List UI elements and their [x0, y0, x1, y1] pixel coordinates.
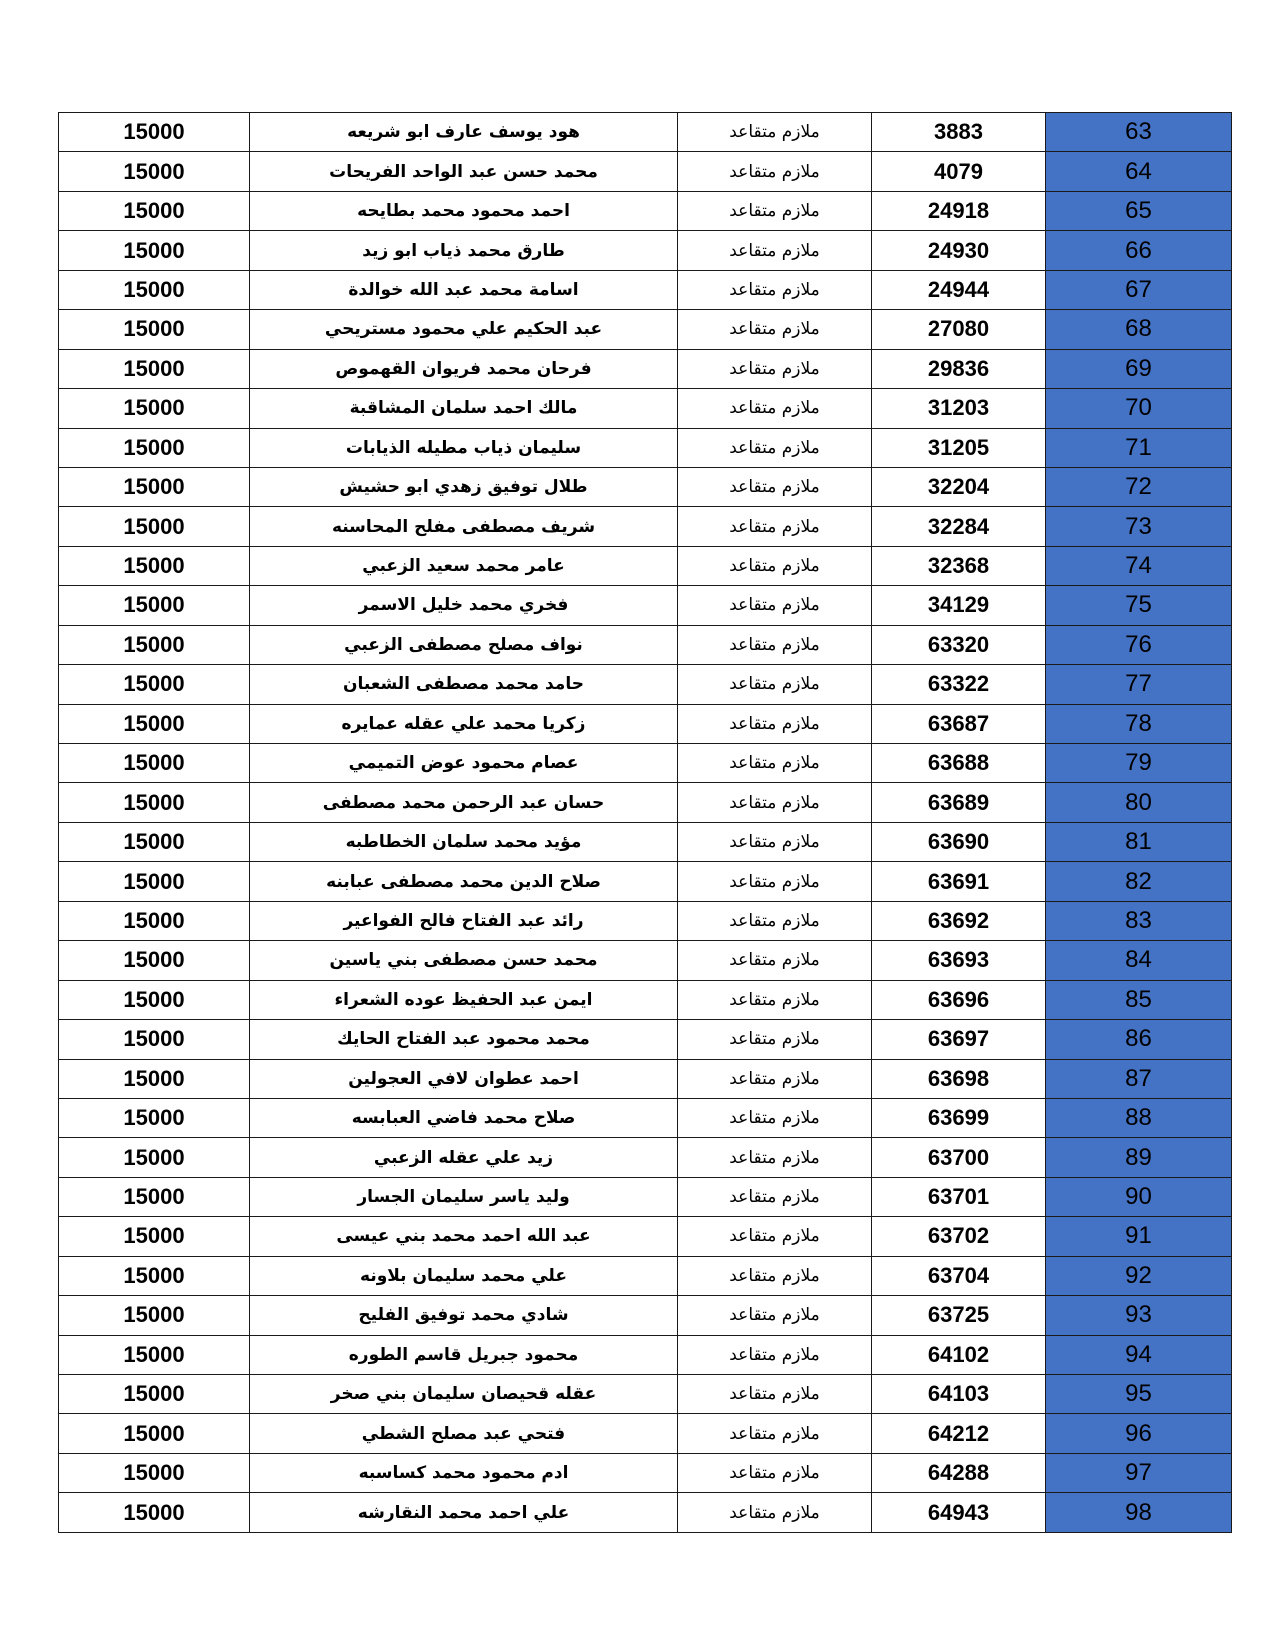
- name-cell: صلاح الدين محمد مصطفى عبابنه: [250, 862, 678, 901]
- id-number-cell: 63704: [872, 1256, 1046, 1295]
- id-number-cell: 63687: [872, 704, 1046, 743]
- name-cell: فرحان محمد فريوان القهموص: [250, 349, 678, 388]
- row-number-cell: 95: [1046, 1375, 1232, 1414]
- row-number-cell: 79: [1046, 744, 1232, 783]
- name-cell: نواف مصلح مصطفى الزعبي: [250, 625, 678, 664]
- rank-cell: ملازم متقاعد: [678, 1375, 872, 1414]
- rank-cell: ملازم متقاعد: [678, 546, 872, 585]
- rank-cell: ملازم متقاعد: [678, 1217, 872, 1256]
- amount-cell: 15000: [59, 744, 250, 783]
- name-cell: فخري محمد خليل الاسمر: [250, 586, 678, 625]
- id-number-cell: 63725: [872, 1296, 1046, 1335]
- row-number-cell: 78: [1046, 704, 1232, 743]
- id-number-cell: 63690: [872, 822, 1046, 861]
- row-number-cell: 84: [1046, 941, 1232, 980]
- rank-cell: ملازم متقاعد: [678, 1177, 872, 1216]
- name-cell: محمد محمود عبد الفتاح الحايك: [250, 1020, 678, 1059]
- row-number-cell: 92: [1046, 1256, 1232, 1295]
- rank-cell: ملازم متقاعد: [678, 1453, 872, 1492]
- amount-cell: 15000: [59, 1493, 250, 1532]
- id-number-cell: 34129: [872, 586, 1046, 625]
- table-row: [59, 310, 1232, 349]
- rank-cell: ملازم متقاعد: [678, 113, 872, 152]
- rank-cell: ملازم متقاعد: [678, 1256, 872, 1295]
- row-number-cell: 71: [1046, 428, 1232, 467]
- amount-cell: 15000: [59, 152, 250, 191]
- row-number-cell: 69: [1046, 349, 1232, 388]
- amount-cell: 15000: [59, 1414, 250, 1453]
- table-row: [59, 586, 1232, 625]
- id-number-cell: 24944: [872, 270, 1046, 309]
- table-row: [59, 1493, 1232, 1532]
- rank-cell: ملازم متقاعد: [678, 822, 872, 861]
- table-row: [59, 1256, 1232, 1295]
- name-cell: احمد محمود محمد بطايحه: [250, 191, 678, 230]
- row-number-cell: 66: [1046, 231, 1232, 270]
- id-number-cell: 64288: [872, 1453, 1046, 1492]
- table-body: [59, 113, 1232, 1533]
- table-row: [59, 783, 1232, 822]
- rank-cell: ملازم متقاعد: [678, 1335, 872, 1374]
- rank-cell: ملازم متقاعد: [678, 467, 872, 506]
- id-number-cell: 64943: [872, 1493, 1046, 1532]
- amount-cell: 15000: [59, 1375, 250, 1414]
- id-number-cell: 63692: [872, 901, 1046, 940]
- name-cell: مؤيد محمد سلمان الخطاطبه: [250, 822, 678, 861]
- id-number-cell: 32368: [872, 546, 1046, 585]
- amount-cell: 15000: [59, 941, 250, 980]
- name-cell: اسامة محمد عبد الله خوالدة: [250, 270, 678, 309]
- row-number-cell: 64: [1046, 152, 1232, 191]
- row-number-cell: 98: [1046, 1493, 1232, 1532]
- rank-cell: ملازم متقاعد: [678, 862, 872, 901]
- id-number-cell: 63691: [872, 862, 1046, 901]
- row-number-cell: 70: [1046, 389, 1232, 428]
- row-number-cell: 96: [1046, 1414, 1232, 1453]
- amount-cell: 15000: [59, 191, 250, 230]
- amount-cell: 15000: [59, 349, 250, 388]
- amount-cell: 15000: [59, 1020, 250, 1059]
- id-number-cell: 63698: [872, 1059, 1046, 1098]
- rank-cell: ملازم متقاعد: [678, 270, 872, 309]
- rank-cell: ملازم متقاعد: [678, 349, 872, 388]
- amount-cell: 15000: [59, 467, 250, 506]
- id-number-cell: 63701: [872, 1177, 1046, 1216]
- row-number-cell: 93: [1046, 1296, 1232, 1335]
- rank-cell: ملازم متقاعد: [678, 1493, 872, 1532]
- table-row: [59, 665, 1232, 704]
- row-number-cell: 87: [1046, 1059, 1232, 1098]
- name-cell: زيد علي عقله الزعبي: [250, 1138, 678, 1177]
- id-number-cell: 63320: [872, 625, 1046, 664]
- table-row: [59, 1059, 1232, 1098]
- name-cell: عقله قحيصان سليمان بني صخر: [250, 1375, 678, 1414]
- name-cell: ادم محمود محمد كساسبه: [250, 1453, 678, 1492]
- rank-cell: ملازم متقاعد: [678, 901, 872, 940]
- name-cell: وليد ياسر سليمان الجسار: [250, 1177, 678, 1216]
- rank-cell: ملازم متقاعد: [678, 389, 872, 428]
- table-row: [59, 901, 1232, 940]
- row-number-cell: 63: [1046, 113, 1232, 152]
- rank-cell: ملازم متقاعد: [678, 191, 872, 230]
- row-number-cell: 81: [1046, 822, 1232, 861]
- id-number-cell: 63702: [872, 1217, 1046, 1256]
- table-row: [59, 1098, 1232, 1137]
- table-row: [59, 389, 1232, 428]
- row-number-cell: 82: [1046, 862, 1232, 901]
- row-number-cell: 86: [1046, 1020, 1232, 1059]
- amount-cell: 15000: [59, 428, 250, 467]
- name-cell: زكريا محمد علي عقله عمايره: [250, 704, 678, 743]
- id-number-cell: 63688: [872, 744, 1046, 783]
- row-number-cell: 74: [1046, 546, 1232, 585]
- name-cell: عبد الحكيم علي محمود مستريحي: [250, 310, 678, 349]
- name-cell: طارق محمد ذياب ابو زيد: [250, 231, 678, 270]
- name-cell: محمود جبريل قاسم الطوره: [250, 1335, 678, 1374]
- table-row: [59, 941, 1232, 980]
- row-number-cell: 83: [1046, 901, 1232, 940]
- row-number-cell: 73: [1046, 507, 1232, 546]
- table-row: [59, 428, 1232, 467]
- rank-cell: ملازم متقاعد: [678, 1059, 872, 1098]
- name-cell: رائد عبد الفتاح فالح الفواعير: [250, 901, 678, 940]
- amount-cell: 15000: [59, 586, 250, 625]
- id-number-cell: 63696: [872, 980, 1046, 1019]
- table-row: [59, 270, 1232, 309]
- name-cell: عصام محمود عوض التميمي: [250, 744, 678, 783]
- table-row: [59, 1020, 1232, 1059]
- rank-cell: ملازم متقاعد: [678, 665, 872, 704]
- amount-cell: 15000: [59, 310, 250, 349]
- table-row: [59, 546, 1232, 585]
- rank-cell: ملازم متقاعد: [678, 744, 872, 783]
- name-cell: علي محمد سليمان بلاونه: [250, 1256, 678, 1295]
- id-number-cell: 31203: [872, 389, 1046, 428]
- row-number-cell: 76: [1046, 625, 1232, 664]
- amount-cell: 15000: [59, 546, 250, 585]
- name-cell: محمد حسن مصطفى بني ياسين: [250, 941, 678, 980]
- rank-cell: ملازم متقاعد: [678, 783, 872, 822]
- amount-cell: 15000: [59, 1453, 250, 1492]
- name-cell: عبد الله احمد محمد بني عيسى: [250, 1217, 678, 1256]
- name-cell: طلال توفيق زهدي ابو حشيش: [250, 467, 678, 506]
- name-cell: حامد محمد مصطفى الشعبان: [250, 665, 678, 704]
- rank-cell: ملازم متقاعد: [678, 1414, 872, 1453]
- table-row: [59, 1335, 1232, 1374]
- table-row: [59, 704, 1232, 743]
- name-cell: شريف مصطفى مفلح المحاسنه: [250, 507, 678, 546]
- table-row: [59, 113, 1232, 152]
- amount-cell: 15000: [59, 1138, 250, 1177]
- id-number-cell: 63699: [872, 1098, 1046, 1137]
- name-cell: عامر محمد سعيد الزعبي: [250, 546, 678, 585]
- row-number-cell: 72: [1046, 467, 1232, 506]
- row-number-cell: 80: [1046, 783, 1232, 822]
- row-number-cell: 67: [1046, 270, 1232, 309]
- row-number-cell: 90: [1046, 1177, 1232, 1216]
- rank-cell: ملازم متقاعد: [678, 941, 872, 980]
- amount-cell: 15000: [59, 1296, 250, 1335]
- id-number-cell: 32204: [872, 467, 1046, 506]
- table-row: [59, 507, 1232, 546]
- amount-cell: 15000: [59, 1098, 250, 1137]
- rank-cell: ملازم متقاعد: [678, 1296, 872, 1335]
- rank-cell: ملازم متقاعد: [678, 704, 872, 743]
- amount-cell: 15000: [59, 507, 250, 546]
- name-cell: فتحي عبد مصلح الشطي: [250, 1414, 678, 1453]
- id-number-cell: 63693: [872, 941, 1046, 980]
- row-number-cell: 65: [1046, 191, 1232, 230]
- rank-cell: ملازم متقاعد: [678, 310, 872, 349]
- name-cell: ايمن عبد الحفيظ عوده الشعراء: [250, 980, 678, 1019]
- row-number-cell: 89: [1046, 1138, 1232, 1177]
- table-row: [59, 862, 1232, 901]
- table-row: [59, 1296, 1232, 1335]
- table-row: [59, 1414, 1232, 1453]
- amount-cell: 15000: [59, 231, 250, 270]
- table-row: [59, 1217, 1232, 1256]
- row-number-cell: 68: [1046, 310, 1232, 349]
- rank-cell: ملازم متقاعد: [678, 231, 872, 270]
- amount-cell: 15000: [59, 901, 250, 940]
- table-row: [59, 467, 1232, 506]
- rank-cell: ملازم متقاعد: [678, 1020, 872, 1059]
- table-row: [59, 822, 1232, 861]
- retirees-table: [58, 112, 1232, 1533]
- amount-cell: 15000: [59, 665, 250, 704]
- rank-cell: ملازم متقاعد: [678, 1098, 872, 1137]
- id-number-cell: 27080: [872, 310, 1046, 349]
- amount-cell: 15000: [59, 113, 250, 152]
- id-number-cell: 4079: [872, 152, 1046, 191]
- amount-cell: 15000: [59, 270, 250, 309]
- row-number-cell: 94: [1046, 1335, 1232, 1374]
- amount-cell: 15000: [59, 704, 250, 743]
- id-number-cell: 29836: [872, 349, 1046, 388]
- amount-cell: 15000: [59, 1059, 250, 1098]
- row-number-cell: 77: [1046, 665, 1232, 704]
- rank-cell: ملازم متقاعد: [678, 1138, 872, 1177]
- id-number-cell: 32284: [872, 507, 1046, 546]
- name-cell: شادي محمد توفيق الفليح: [250, 1296, 678, 1335]
- rank-cell: ملازم متقاعد: [678, 428, 872, 467]
- id-number-cell: 24918: [872, 191, 1046, 230]
- id-number-cell: 64103: [872, 1375, 1046, 1414]
- id-number-cell: 63700: [872, 1138, 1046, 1177]
- rank-cell: ملازم متقاعد: [678, 586, 872, 625]
- table-row: [59, 1138, 1232, 1177]
- id-number-cell: 24930: [872, 231, 1046, 270]
- amount-cell: 15000: [59, 625, 250, 664]
- table-row: [59, 744, 1232, 783]
- amount-cell: 15000: [59, 783, 250, 822]
- id-number-cell: 3883: [872, 113, 1046, 152]
- name-cell: هود يوسف عارف ابو شريعه: [250, 113, 678, 152]
- id-number-cell: 63697: [872, 1020, 1046, 1059]
- row-number-cell: 75: [1046, 586, 1232, 625]
- name-cell: محمد حسن عبد الواحد الفريحات: [250, 152, 678, 191]
- row-number-cell: 85: [1046, 980, 1232, 1019]
- amount-cell: 15000: [59, 389, 250, 428]
- rank-cell: ملازم متقاعد: [678, 152, 872, 191]
- row-number-cell: 88: [1046, 1098, 1232, 1137]
- amount-cell: 15000: [59, 1335, 250, 1374]
- table-row: [59, 152, 1232, 191]
- name-cell: سليمان ذياب مطيله الذيابات: [250, 428, 678, 467]
- row-number-cell: 91: [1046, 1217, 1232, 1256]
- row-number-cell: 97: [1046, 1453, 1232, 1492]
- table-row: [59, 1453, 1232, 1492]
- amount-cell: 15000: [59, 980, 250, 1019]
- id-number-cell: 63322: [872, 665, 1046, 704]
- name-cell: علي احمد محمد النقارشه: [250, 1493, 678, 1532]
- amount-cell: 15000: [59, 1217, 250, 1256]
- amount-cell: 15000: [59, 1256, 250, 1295]
- rank-cell: ملازم متقاعد: [678, 625, 872, 664]
- table-row: [59, 980, 1232, 1019]
- table-row: [59, 349, 1232, 388]
- id-number-cell: 64102: [872, 1335, 1046, 1374]
- table-row: [59, 1177, 1232, 1216]
- rank-cell: ملازم متقاعد: [678, 980, 872, 1019]
- table-row: [59, 231, 1232, 270]
- name-cell: احمد عطوان لافي العجولين: [250, 1059, 678, 1098]
- id-number-cell: 31205: [872, 428, 1046, 467]
- table-row: [59, 1375, 1232, 1414]
- amount-cell: 15000: [59, 1177, 250, 1216]
- id-number-cell: 63689: [872, 783, 1046, 822]
- name-cell: مالك احمد سلمان المشاقبة: [250, 389, 678, 428]
- amount-cell: 15000: [59, 862, 250, 901]
- amount-cell: 15000: [59, 822, 250, 861]
- name-cell: حسان عبد الرحمن محمد مصطفى: [250, 783, 678, 822]
- table-row: [59, 191, 1232, 230]
- table-row: [59, 625, 1232, 664]
- name-cell: صلاح محمد فاضي العبابسه: [250, 1098, 678, 1137]
- id-number-cell: 64212: [872, 1414, 1046, 1453]
- rank-cell: ملازم متقاعد: [678, 507, 872, 546]
